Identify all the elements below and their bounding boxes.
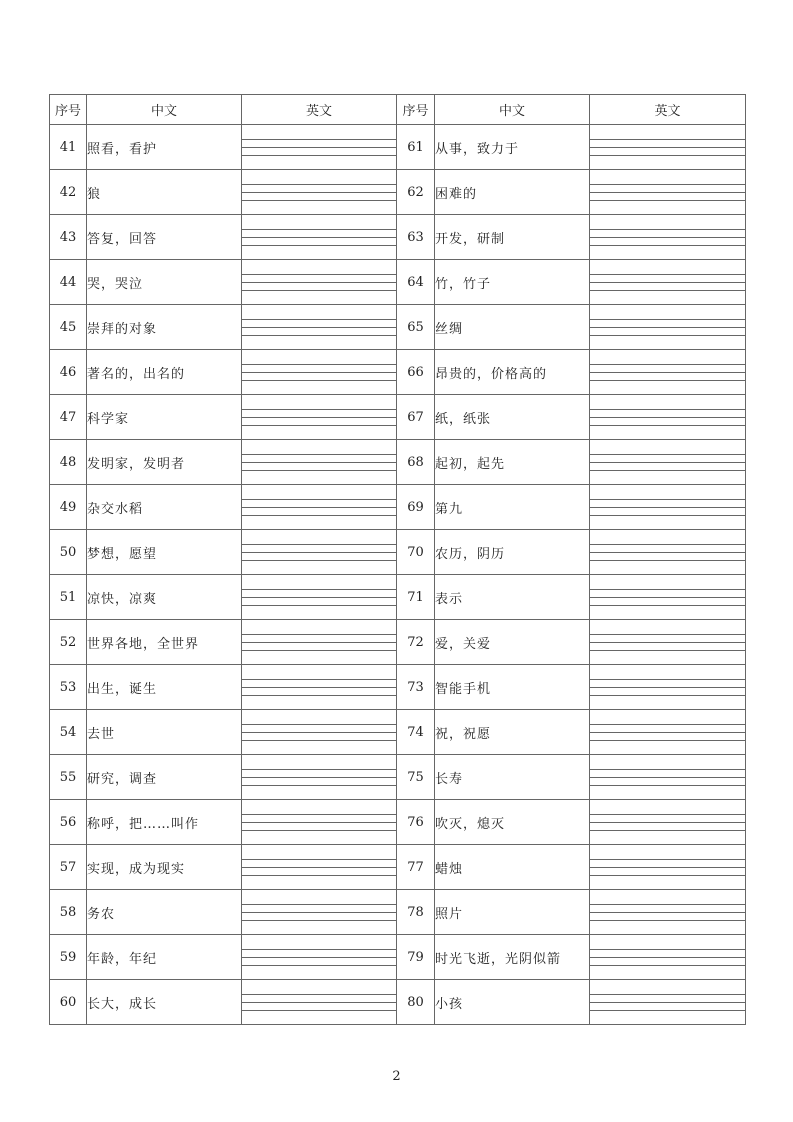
- writing-line: [590, 642, 745, 643]
- chinese-term: 竹，竹子: [435, 260, 590, 305]
- writing-line: [242, 920, 396, 921]
- english-answer-field[interactable]: [590, 620, 746, 665]
- writing-line: [242, 695, 396, 696]
- writing-line: [242, 245, 396, 246]
- writing-line: [590, 507, 745, 508]
- chinese-term: 长大，成长: [87, 980, 242, 1025]
- writing-line: [242, 184, 396, 185]
- chinese-term: 梦想，愿望: [87, 530, 242, 575]
- item-number: 73: [397, 665, 435, 710]
- writing-line: [242, 139, 396, 140]
- item-number: 63: [397, 215, 435, 260]
- english-answer-field[interactable]: [242, 980, 397, 1025]
- chinese-term: 祝，祝愿: [435, 710, 590, 755]
- item-number: 48: [50, 440, 87, 485]
- writing-line: [590, 409, 745, 410]
- writing-line: [590, 875, 745, 876]
- header-chinese: 中文: [87, 95, 242, 125]
- writing-line: [242, 560, 396, 561]
- writing-line: [590, 372, 745, 373]
- chinese-term: 表示: [435, 575, 590, 620]
- writing-line: [590, 920, 745, 921]
- item-number: 53: [50, 665, 87, 710]
- page-number: 2: [392, 1069, 401, 1084]
- english-answer-field[interactable]: [242, 215, 397, 260]
- english-answer-field[interactable]: [242, 890, 397, 935]
- item-number: 55: [50, 755, 87, 800]
- chinese-term: 长寿: [435, 755, 590, 800]
- writing-line: [590, 740, 745, 741]
- writing-line: [242, 499, 396, 500]
- chinese-term: 著名的，出名的: [87, 350, 242, 395]
- writing-line: [242, 650, 396, 651]
- writing-line: [242, 372, 396, 373]
- writing-line: [242, 470, 396, 471]
- english-answer-field[interactable]: [242, 125, 397, 170]
- writing-line: [590, 327, 745, 328]
- item-number: 76: [397, 800, 435, 845]
- writing-line: [590, 364, 745, 365]
- writing-line: [590, 470, 745, 471]
- writing-line: [242, 335, 396, 336]
- chinese-term: 小孩: [435, 980, 590, 1025]
- item-number: 43: [50, 215, 87, 260]
- chinese-term: 吹灭，熄灭: [435, 800, 590, 845]
- writing-line: [590, 544, 745, 545]
- chinese-term: 照看，看护: [87, 125, 242, 170]
- writing-line: [242, 380, 396, 381]
- writing-line: [242, 147, 396, 148]
- table-row: [50, 395, 746, 440]
- chinese-term: 称呼，把……叫作: [87, 800, 242, 845]
- english-answer-field[interactable]: [590, 845, 746, 890]
- writing-line: [242, 364, 396, 365]
- writing-line: [590, 589, 745, 590]
- chinese-term: 从事，致力于: [435, 125, 590, 170]
- item-number: 68: [397, 440, 435, 485]
- item-number: 51: [50, 575, 87, 620]
- writing-line: [242, 904, 396, 905]
- writing-line: [242, 327, 396, 328]
- writing-line: [242, 507, 396, 508]
- chinese-term: 智能手机: [435, 665, 590, 710]
- writing-line: [242, 830, 396, 831]
- english-answer-field[interactable]: [242, 305, 397, 350]
- item-number: 67: [397, 395, 435, 440]
- writing-line: [242, 867, 396, 868]
- writing-line: [242, 274, 396, 275]
- table-row: [50, 980, 746, 1025]
- writing-line: [590, 957, 745, 958]
- item-number: 47: [50, 395, 87, 440]
- table-row: [50, 845, 746, 890]
- chinese-term: 爱，关爱: [435, 620, 590, 665]
- writing-line: [590, 552, 745, 553]
- chinese-term: 凉快，凉爽: [87, 575, 242, 620]
- writing-line: [590, 245, 745, 246]
- writing-line: [242, 769, 396, 770]
- table-row: [50, 305, 746, 350]
- item-number: 62: [397, 170, 435, 215]
- writing-line: [590, 814, 745, 815]
- writing-line: [590, 830, 745, 831]
- chinese-term: 年龄，年纪: [87, 935, 242, 980]
- english-answer-field[interactable]: [590, 710, 746, 755]
- english-answer-field[interactable]: [242, 440, 397, 485]
- writing-line: [590, 425, 745, 426]
- item-number: 74: [397, 710, 435, 755]
- table-row: [50, 215, 746, 260]
- writing-line: [590, 200, 745, 201]
- writing-line: [590, 380, 745, 381]
- english-answer-field[interactable]: [590, 395, 746, 440]
- table-row: [50, 935, 746, 980]
- writing-line: [242, 155, 396, 156]
- item-number: 50: [50, 530, 87, 575]
- writing-line: [242, 409, 396, 410]
- writing-line: [590, 769, 745, 770]
- header-chinese: 中文: [435, 95, 590, 125]
- table-row: [50, 350, 746, 395]
- item-number: 80: [397, 980, 435, 1025]
- writing-line: [590, 634, 745, 635]
- writing-line: [590, 732, 745, 733]
- writing-line: [590, 695, 745, 696]
- writing-line: [590, 454, 745, 455]
- writing-line: [590, 560, 745, 561]
- chinese-term: 实现，成为现实: [87, 845, 242, 890]
- item-number: 78: [397, 890, 435, 935]
- header-num: 序号: [50, 95, 87, 125]
- chinese-term: 杂交水稻: [87, 485, 242, 530]
- english-answer-field[interactable]: [242, 530, 397, 575]
- chinese-term: 科学家: [87, 395, 242, 440]
- writing-line: [242, 200, 396, 201]
- writing-line: [590, 515, 745, 516]
- writing-line: [242, 552, 396, 553]
- chinese-term: 去世: [87, 710, 242, 755]
- table-row: [50, 755, 746, 800]
- vocabulary-table: [49, 94, 746, 1025]
- item-number: 45: [50, 305, 87, 350]
- writing-line: [590, 785, 745, 786]
- chinese-term: 第九: [435, 485, 590, 530]
- writing-line: [242, 1002, 396, 1003]
- item-number: 44: [50, 260, 87, 305]
- item-number: 54: [50, 710, 87, 755]
- chinese-term: 困难的: [435, 170, 590, 215]
- chinese-term: 答复，回答: [87, 215, 242, 260]
- writing-line: [242, 785, 396, 786]
- item-number: 72: [397, 620, 435, 665]
- writing-line: [590, 679, 745, 680]
- item-number: 69: [397, 485, 435, 530]
- english-answer-field[interactable]: [242, 935, 397, 980]
- writing-line: [590, 229, 745, 230]
- writing-line: [242, 634, 396, 635]
- chinese-term: 哭，哭泣: [87, 260, 242, 305]
- writing-line: [242, 237, 396, 238]
- writing-line: [590, 859, 745, 860]
- english-answer-field[interactable]: [590, 530, 746, 575]
- writing-line: [242, 319, 396, 320]
- table-header-row: [50, 95, 746, 125]
- item-number: 77: [397, 845, 435, 890]
- writing-line: [242, 912, 396, 913]
- writing-line: [242, 814, 396, 815]
- english-answer-field[interactable]: [590, 350, 746, 395]
- chinese-term: 纸，纸张: [435, 395, 590, 440]
- writing-line: [242, 777, 396, 778]
- writing-line: [242, 732, 396, 733]
- english-answer-field[interactable]: [590, 485, 746, 530]
- english-answer-field[interactable]: [590, 665, 746, 710]
- writing-line: [590, 282, 745, 283]
- item-number: 75: [397, 755, 435, 800]
- english-answer-field[interactable]: [590, 980, 746, 1025]
- writing-line: [242, 229, 396, 230]
- writing-line: [242, 949, 396, 950]
- english-answer-field[interactable]: [242, 710, 397, 755]
- english-answer-field[interactable]: [590, 170, 746, 215]
- chinese-term: 昂贵的，价格高的: [435, 350, 590, 395]
- writing-line: [242, 965, 396, 966]
- table-row: [50, 125, 746, 170]
- english-answer-field[interactable]: [242, 260, 397, 305]
- item-number: 70: [397, 530, 435, 575]
- writing-line: [590, 822, 745, 823]
- english-answer-field[interactable]: [242, 485, 397, 530]
- chinese-term: 照片: [435, 890, 590, 935]
- table-row: [50, 665, 746, 710]
- english-answer-field[interactable]: [590, 260, 746, 305]
- writing-line: [242, 290, 396, 291]
- english-answer-field[interactable]: [242, 170, 397, 215]
- chinese-term: 蜡烛: [435, 845, 590, 890]
- writing-line: [242, 1010, 396, 1011]
- writing-line: [590, 912, 745, 913]
- chinese-term: 发明家，发明者: [87, 440, 242, 485]
- writing-line: [590, 904, 745, 905]
- english-answer-field[interactable]: [590, 800, 746, 845]
- writing-line: [590, 777, 745, 778]
- writing-line: [590, 605, 745, 606]
- writing-line: [242, 454, 396, 455]
- table-row: [50, 575, 746, 620]
- english-answer-field[interactable]: [590, 305, 746, 350]
- chinese-term: 时光飞逝，光阴似箭: [435, 935, 590, 980]
- writing-line: [242, 859, 396, 860]
- writing-line: [242, 597, 396, 598]
- writing-line: [242, 822, 396, 823]
- table-row: [50, 440, 746, 485]
- english-answer-field[interactable]: [242, 620, 397, 665]
- english-answer-field[interactable]: [590, 890, 746, 935]
- writing-line: [242, 740, 396, 741]
- item-number: 71: [397, 575, 435, 620]
- writing-line: [242, 417, 396, 418]
- writing-line: [590, 192, 745, 193]
- english-answer-field[interactable]: [590, 935, 746, 980]
- item-number: 66: [397, 350, 435, 395]
- writing-line: [590, 1010, 745, 1011]
- chinese-term: 研究，调查: [87, 755, 242, 800]
- item-number: 79: [397, 935, 435, 980]
- english-answer-field[interactable]: [242, 395, 397, 440]
- writing-line: [242, 642, 396, 643]
- table-row: [50, 890, 746, 935]
- writing-line: [242, 875, 396, 876]
- writing-line: [242, 994, 396, 995]
- writing-line: [590, 597, 745, 598]
- item-number: 49: [50, 485, 87, 530]
- item-number: 56: [50, 800, 87, 845]
- english-answer-field[interactable]: [590, 755, 746, 800]
- writing-line: [242, 724, 396, 725]
- writing-line: [242, 462, 396, 463]
- writing-line: [590, 867, 745, 868]
- header-english: 英文: [242, 95, 397, 125]
- item-number: 61: [397, 125, 435, 170]
- writing-line: [590, 1002, 745, 1003]
- writing-line: [590, 724, 745, 725]
- writing-line: [242, 192, 396, 193]
- item-number: 60: [50, 980, 87, 1025]
- writing-line: [590, 290, 745, 291]
- writing-line: [242, 957, 396, 958]
- table-row: [50, 620, 746, 665]
- writing-line: [590, 147, 745, 148]
- english-answer-field[interactable]: [242, 665, 397, 710]
- item-number: 58: [50, 890, 87, 935]
- writing-line: [590, 687, 745, 688]
- writing-line: [590, 155, 745, 156]
- table-row: [50, 530, 746, 575]
- writing-line: [590, 237, 745, 238]
- item-number: 59: [50, 935, 87, 980]
- writing-line: [242, 605, 396, 606]
- writing-line: [590, 462, 745, 463]
- writing-line: [590, 949, 745, 950]
- chinese-term: 崇拜的对象: [87, 305, 242, 350]
- writing-line: [590, 335, 745, 336]
- english-answer-field[interactable]: [590, 215, 746, 260]
- english-answer-field[interactable]: [242, 575, 397, 620]
- english-answer-field[interactable]: [242, 350, 397, 395]
- table-row: [50, 800, 746, 845]
- chinese-term: 出生，诞生: [87, 665, 242, 710]
- english-answer-field[interactable]: [590, 440, 746, 485]
- item-number: 42: [50, 170, 87, 215]
- chinese-term: 农历，阴历: [435, 530, 590, 575]
- table-row: [50, 485, 746, 530]
- english-answer-field[interactable]: [590, 575, 746, 620]
- writing-line: [242, 425, 396, 426]
- writing-line: [242, 679, 396, 680]
- header-num: 序号: [397, 95, 435, 125]
- table-row: [50, 710, 746, 755]
- table-row: [50, 170, 746, 215]
- writing-line: [242, 544, 396, 545]
- header-english: 英文: [590, 95, 746, 125]
- english-answer-field[interactable]: [242, 755, 397, 800]
- item-number: 57: [50, 845, 87, 890]
- item-number: 41: [50, 125, 87, 170]
- writing-line: [590, 417, 745, 418]
- writing-line: [590, 965, 745, 966]
- writing-line: [242, 687, 396, 688]
- table-row: [50, 260, 746, 305]
- item-number: 52: [50, 620, 87, 665]
- english-answer-field[interactable]: [590, 125, 746, 170]
- chinese-term: 狼: [87, 170, 242, 215]
- chinese-term: 起初，起先: [435, 440, 590, 485]
- english-answer-field[interactable]: [242, 845, 397, 890]
- writing-line: [242, 515, 396, 516]
- english-answer-field[interactable]: [242, 800, 397, 845]
- chinese-term: 世界各地，全世界: [87, 620, 242, 665]
- item-number: 65: [397, 305, 435, 350]
- writing-line: [590, 274, 745, 275]
- chinese-term: 开发，研制: [435, 215, 590, 260]
- writing-line: [590, 319, 745, 320]
- writing-line: [242, 282, 396, 283]
- writing-line: [590, 499, 745, 500]
- writing-line: [590, 994, 745, 995]
- writing-line: [590, 184, 745, 185]
- writing-line: [590, 650, 745, 651]
- item-number: 46: [50, 350, 87, 395]
- writing-line: [242, 589, 396, 590]
- chinese-term: 丝绸: [435, 305, 590, 350]
- writing-line: [590, 139, 745, 140]
- chinese-term: 务农: [87, 890, 242, 935]
- item-number: 64: [397, 260, 435, 305]
